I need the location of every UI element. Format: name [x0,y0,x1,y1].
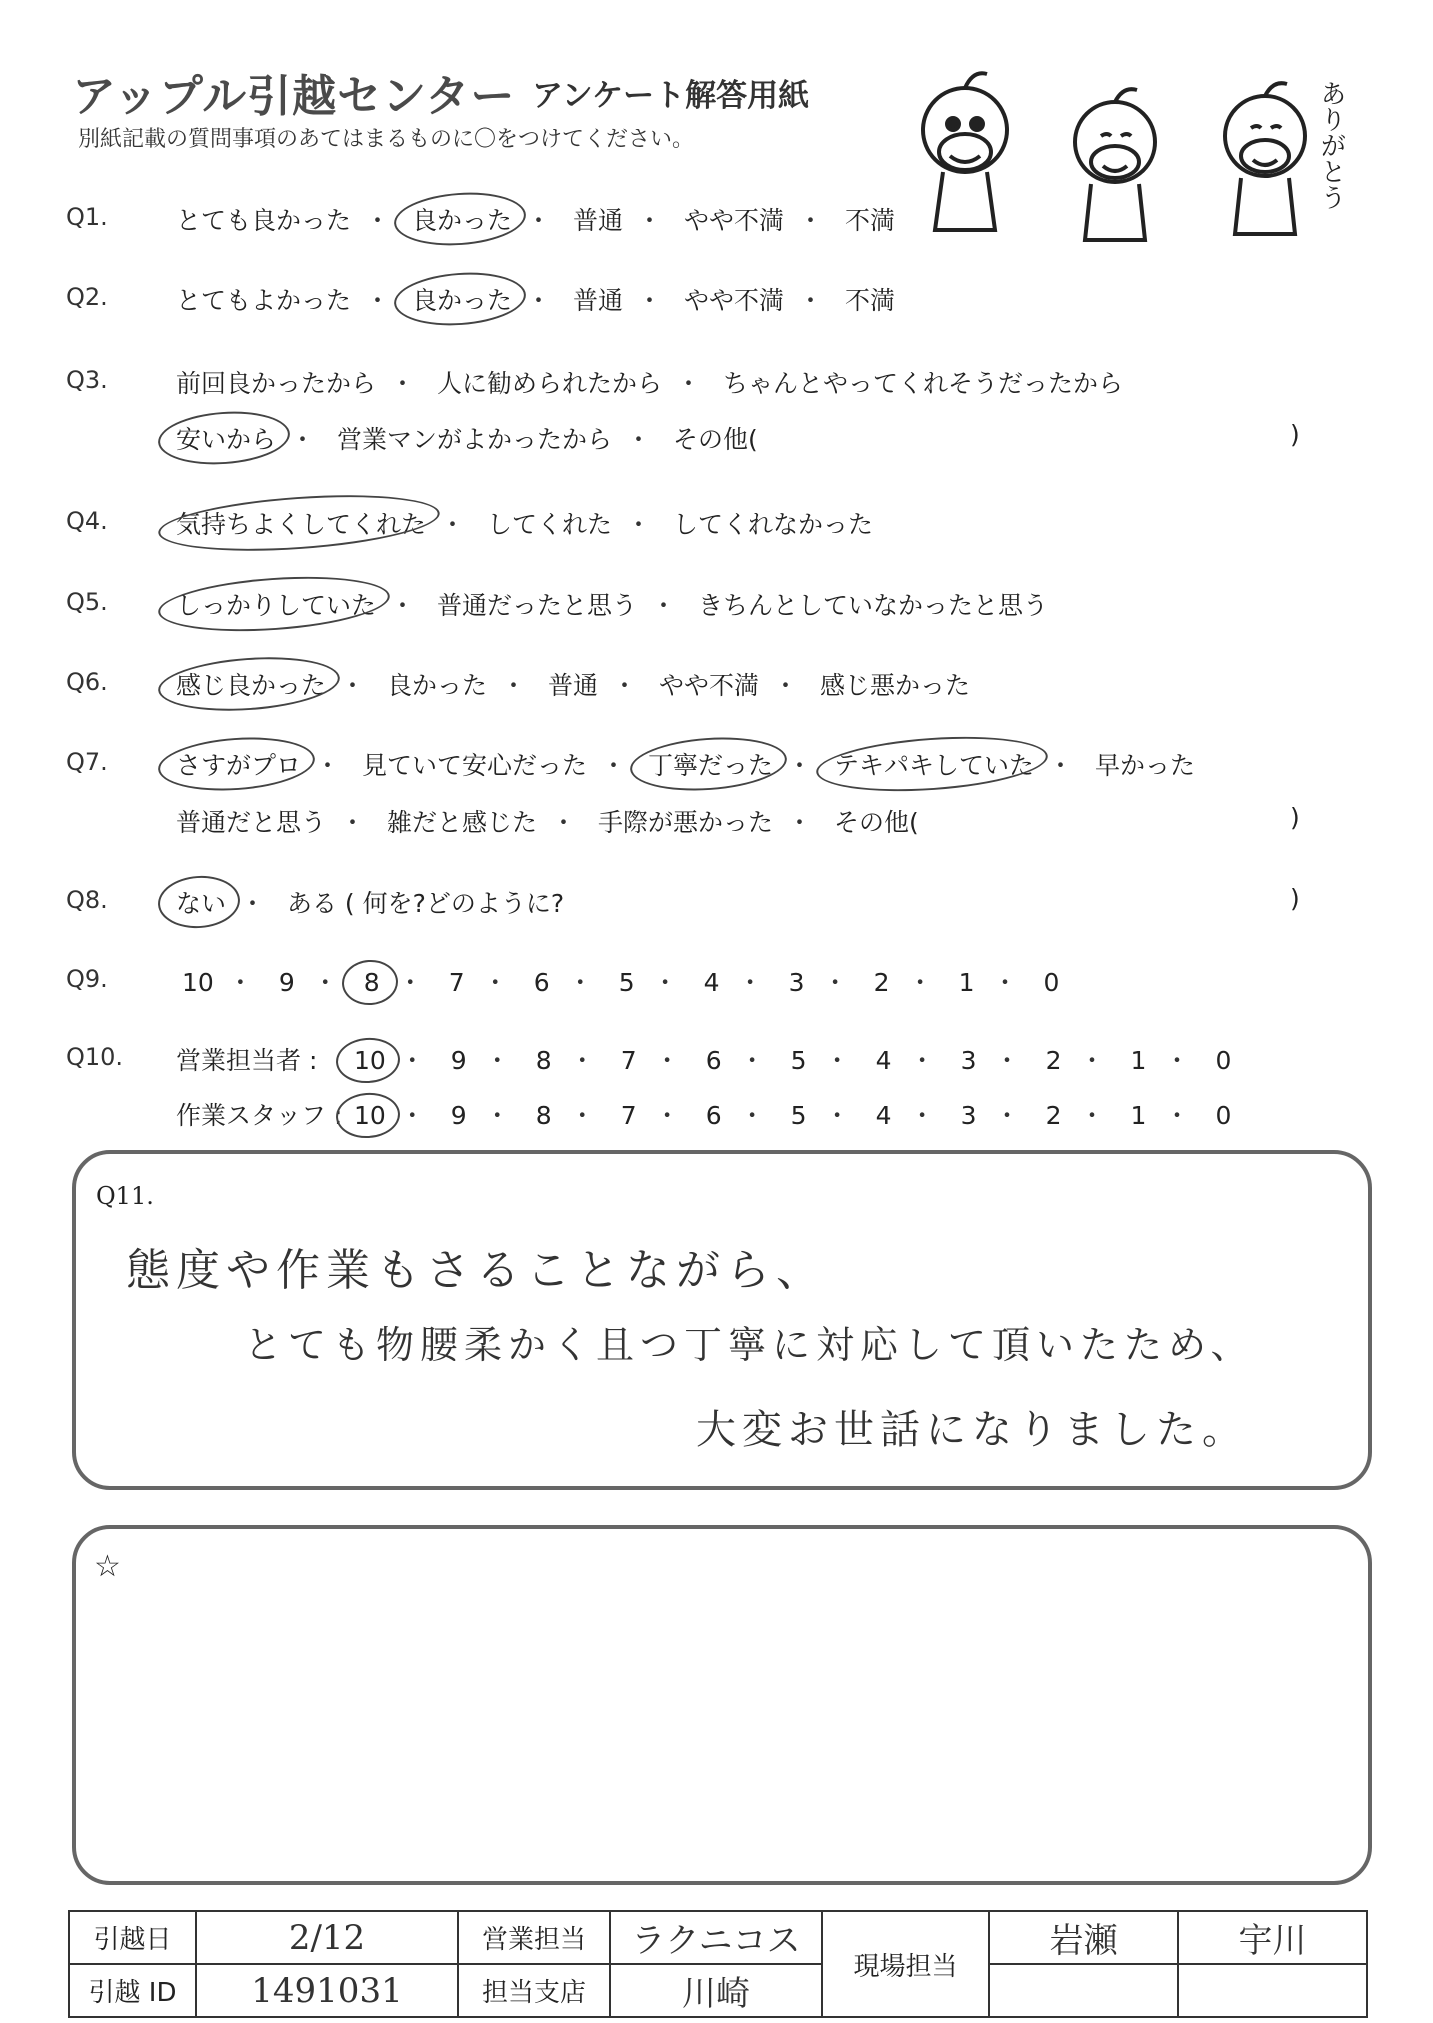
q11-comment-box[interactable] [72,1150,1372,1490]
company-title: アップル引越センター [72,71,516,122]
q6-option-good[interactable]: 良かった [386,671,487,700]
question-8-options: ない ・ ある ( 何を?どのように? [176,884,564,920]
q10-sales-score-7[interactable]: 7 [620,1046,637,1075]
site-rep-value-2[interactable]: 宇川 [1178,1911,1367,1964]
question-6-options: 感じ良かった ・ 良かった ・ 普通 ・ やや不満 ・ 感じ悪かった [176,666,970,702]
question-7-options-line1: さすがプロ ・ 見ていて安心だった ・ 丁寧だった ・ テキパキしていた ・ 早かった [176,746,1195,782]
question-number: Q6. [66,668,108,696]
q10-staff-score-3[interactable]: 3 [960,1101,977,1130]
q7-option-careful-selected[interactable]: 丁寧だった [648,746,773,782]
q2-option-good-selected[interactable]: 良かった [412,281,512,317]
q10-staff-score-6[interactable]: 6 [705,1101,722,1130]
question-9 [0,955,1433,1005]
question-5 [0,578,1433,628]
branch-label: 担当支店 [458,1964,610,2017]
q3-option-cheap-selected[interactable]: 安いから [176,420,276,456]
q7-option-reassuring[interactable]: 見ていて安心だった [361,751,587,780]
q2-option-very-good[interactable]: とてもよかった [176,286,352,315]
q1-option-slightly-dissatisfied[interactable]: やや不満 [683,206,784,235]
q9-score-3[interactable]: 3 [788,968,805,997]
question-4 [0,497,1433,547]
mascot-thanks-text: ありがとう [1316,80,1346,210]
q10-sales-score-0[interactable]: 0 [1215,1046,1232,1075]
question-5-options: しっかりしていた ・ 普通だったと思う ・ きちんとしていなかったと思う [176,586,1048,622]
q8-option-yes[interactable]: ある ( 何を?どのように? [286,889,565,918]
question-6 [0,658,1433,708]
question-3 [0,356,1433,406]
q3-option-other[interactable]: その他( [672,425,758,454]
q3-option-reliable[interactable]: ちゃんとやってくれそうだったから [722,369,1123,398]
question-10-sales-scale: 営業担当者 : 10 ・ 9 ・ 8 ・ 7 ・ 6 ・ 5 ・ 4 ・ 3 ・ 2 ・ 1 ・ 0 [176,1041,1235,1077]
question-number: Q2. [66,283,108,311]
question-9-scale: 10 ・ 9 ・ 8 ・ 7 ・ 6 ・ 5 ・ 4 ・ 3 ・ 2 ・ 1 ・ 0 [182,963,1064,999]
q10-staff-score-5[interactable]: 5 [790,1101,807,1130]
site-rep-label: 現場担当 [822,1911,989,2017]
sales-rep-value[interactable]: ラクニコス [610,1911,822,1964]
q10-sales-score-8[interactable]: 8 [535,1046,552,1075]
q10-staff-score-4[interactable]: 4 [875,1101,892,1130]
q9-score-7[interactable]: 7 [448,968,465,997]
site-rep-empty-1[interactable] [989,1964,1178,2017]
question-3-line2 [0,412,1433,462]
move-id-label: 引越 ID [69,1964,196,2017]
q10-staff-score-7[interactable]: 7 [620,1101,637,1130]
q9-score-10[interactable]: 10 [182,968,214,997]
move-date-label: 引越日 [69,1911,196,1964]
q5-option-not-proper[interactable]: きちんとしていなかったと思う [697,591,1048,620]
q10-sales-score-5[interactable]: 5 [790,1046,807,1075]
sales-rep-label: 営業担当 [458,1911,610,1964]
q11-handwritten-line-2: とても物腰柔かく且つ丁寧に対応して頂いたため、 [244,1323,1255,1367]
q9-score-1[interactable]: 1 [958,968,975,997]
q7-option-normal[interactable]: 普通だと思う [176,808,327,837]
q11-handwritten-line-3: 大変お世話になりました。 [696,1407,1248,1453]
q10-staff-score-1[interactable]: 1 [1130,1101,1147,1130]
question-number: Q8. [66,886,108,914]
q6-option-pleasant-selected[interactable]: 感じ良かった [176,666,326,702]
q9-score-8-selected[interactable]: 8 [360,968,384,997]
question-2-options: とてもよかった ・ 良かった ・ 普通 ・ やや不満 ・ 不満 [176,281,895,317]
q6-option-unpleasant[interactable]: 感じ悪かった [819,671,970,700]
question-number: Q5. [66,588,108,616]
q2-option-dissatisfied[interactable]: 不満 [844,286,895,315]
move-id-value[interactable]: 1491031 [196,1964,458,2017]
question-number: Q1. [66,203,108,231]
question-7-line2 [0,795,1433,845]
q1-option-dissatisfied[interactable]: 不満 [844,206,895,235]
q1-option-very-good[interactable]: とても良かった [176,206,352,235]
q10-staff-score-9[interactable]: 9 [450,1101,467,1130]
q8-option-none-selected[interactable]: ない [176,884,226,920]
q6-option-slightly-dissatisfied[interactable]: やや不満 [658,671,759,700]
site-rep-empty-2[interactable] [1178,1964,1367,2017]
q4-option-very-pleasant-selected[interactable]: 気持ちよくしてくれた [176,505,426,541]
q3-option-good-salesperson[interactable]: 営業マンがよかったから [336,425,612,454]
q5-option-normal[interactable]: 普通だったと思う [436,591,637,620]
q10-staff-score-0[interactable]: 0 [1215,1101,1232,1130]
q9-score-0[interactable]: 0 [1043,968,1060,997]
site-rep-value-1[interactable]: 岩瀬 [989,1911,1178,1964]
q1-option-good-selected[interactable]: 良かった [412,201,512,237]
q9-score-2[interactable]: 2 [873,968,890,997]
move-date-value[interactable]: 2/12 [196,1911,458,1964]
question-number: Q7. [66,748,108,776]
q10-sales-score-2[interactable]: 2 [1045,1046,1062,1075]
question-2 [0,273,1433,323]
q4-option-did-not[interactable]: してくれなかった [672,510,873,539]
q10-sales-score-3[interactable]: 3 [960,1046,977,1075]
question-10-staff-scale: 作業スタッフ : 10 ・ 9 ・ 8 ・ 7 ・ 6 ・ 5 ・ 4 ・ 3 ・ 2 ・ 1 ・ 0 [176,1096,1235,1132]
q6-option-normal[interactable]: 普通 [547,671,598,700]
question-1 [0,193,1433,243]
q3-option-good-last-time[interactable]: 前回良かったから [176,369,377,398]
q10-staff-score-8[interactable]: 8 [535,1101,552,1130]
q7-option-efficient-selected[interactable]: テキパキしていた [834,746,1034,782]
q10-staff-label: 作業スタッフ : [176,1101,343,1130]
q10-sales-score-1[interactable]: 1 [1130,1046,1147,1075]
q11-label: Q11. [96,1182,154,1210]
q5-option-solid-selected[interactable]: しっかりしていた [176,586,376,622]
q1-option-normal[interactable]: 普通 [572,206,623,235]
question-10-staff [0,1088,1433,1138]
q10-staff-score-10-selected[interactable]: 10 [353,1101,386,1130]
q7-option-other[interactable]: その他( [833,808,919,837]
question-number: Q4. [66,507,108,535]
q7-option-sloppy[interactable]: 雑だと感じた [386,808,537,837]
question-1-options: とても良かった ・ 良かった ・ 普通 ・ やや不満 ・ 不満 [176,201,895,237]
q3-other-close-paren: ) [1290,420,1300,449]
q10-staff-score-2[interactable]: 2 [1045,1101,1062,1130]
q10-sales-score-4[interactable]: 4 [875,1046,892,1075]
q8-close-paren: ) [1290,884,1300,913]
q4-option-did[interactable]: してくれた [486,510,612,539]
q9-score-9[interactable]: 9 [278,968,295,997]
q9-score-4[interactable]: 4 [703,968,720,997]
form-title: アンケート解答用紙 [532,78,810,114]
q2-option-slightly-dissatisfied[interactable]: やや不満 [683,286,784,315]
question-10-sales [0,1033,1433,1083]
branch-value[interactable]: 川崎 [610,1964,822,2017]
question-number: Q10. [66,1043,124,1071]
star-icon: ☆ [94,1549,121,1584]
q7-option-fast[interactable]: 早かった [1094,751,1195,780]
q2-option-normal[interactable]: 普通 [572,286,623,315]
question-4-options: 気持ちよくしてくれた ・ してくれた ・ してくれなかった [176,505,873,541]
q9-score-6[interactable]: 6 [533,968,550,997]
q10-sales-score-6[interactable]: 6 [705,1046,722,1075]
question-8 [0,876,1433,926]
q7-option-professional-selected[interactable]: さすがプロ [176,746,301,782]
question-3-options-line2: 安いから ・ 営業マンがよかったから ・ その他( [176,420,758,456]
move-info-table [68,1910,1368,2018]
q7-option-clumsy[interactable]: 手際が悪かった [597,808,773,837]
q10-sales-score-9[interactable]: 9 [450,1046,467,1075]
question-number: Q3. [66,366,108,394]
q7-other-close-paren: ) [1290,803,1300,832]
question-3-options-line1: 前回良かったから ・ 人に勧められたから ・ ちゃんとやってくれそうだったから [176,364,1123,400]
q9-score-5[interactable]: 5 [618,968,635,997]
question-number: Q9. [66,965,108,993]
q10-sales-label: 営業担当者 : [176,1046,318,1075]
q10-sales-score-10-selected[interactable]: 10 [353,1046,386,1075]
q3-option-recommended[interactable]: 人に勧められたから [436,369,662,398]
instruction-text: 別紙記載の質問事項のあてはまるものに〇をつけてください。 [78,127,695,152]
question-7 [0,738,1433,788]
q11-handwritten-line-1: 態度や作業もさることながら、 [126,1245,826,1296]
question-7-options-line2: 普通だと思う ・ 雑だと感じた ・ 手際が悪かった ・ その他( [176,803,919,839]
additional-comment-box[interactable] [72,1525,1372,1885]
